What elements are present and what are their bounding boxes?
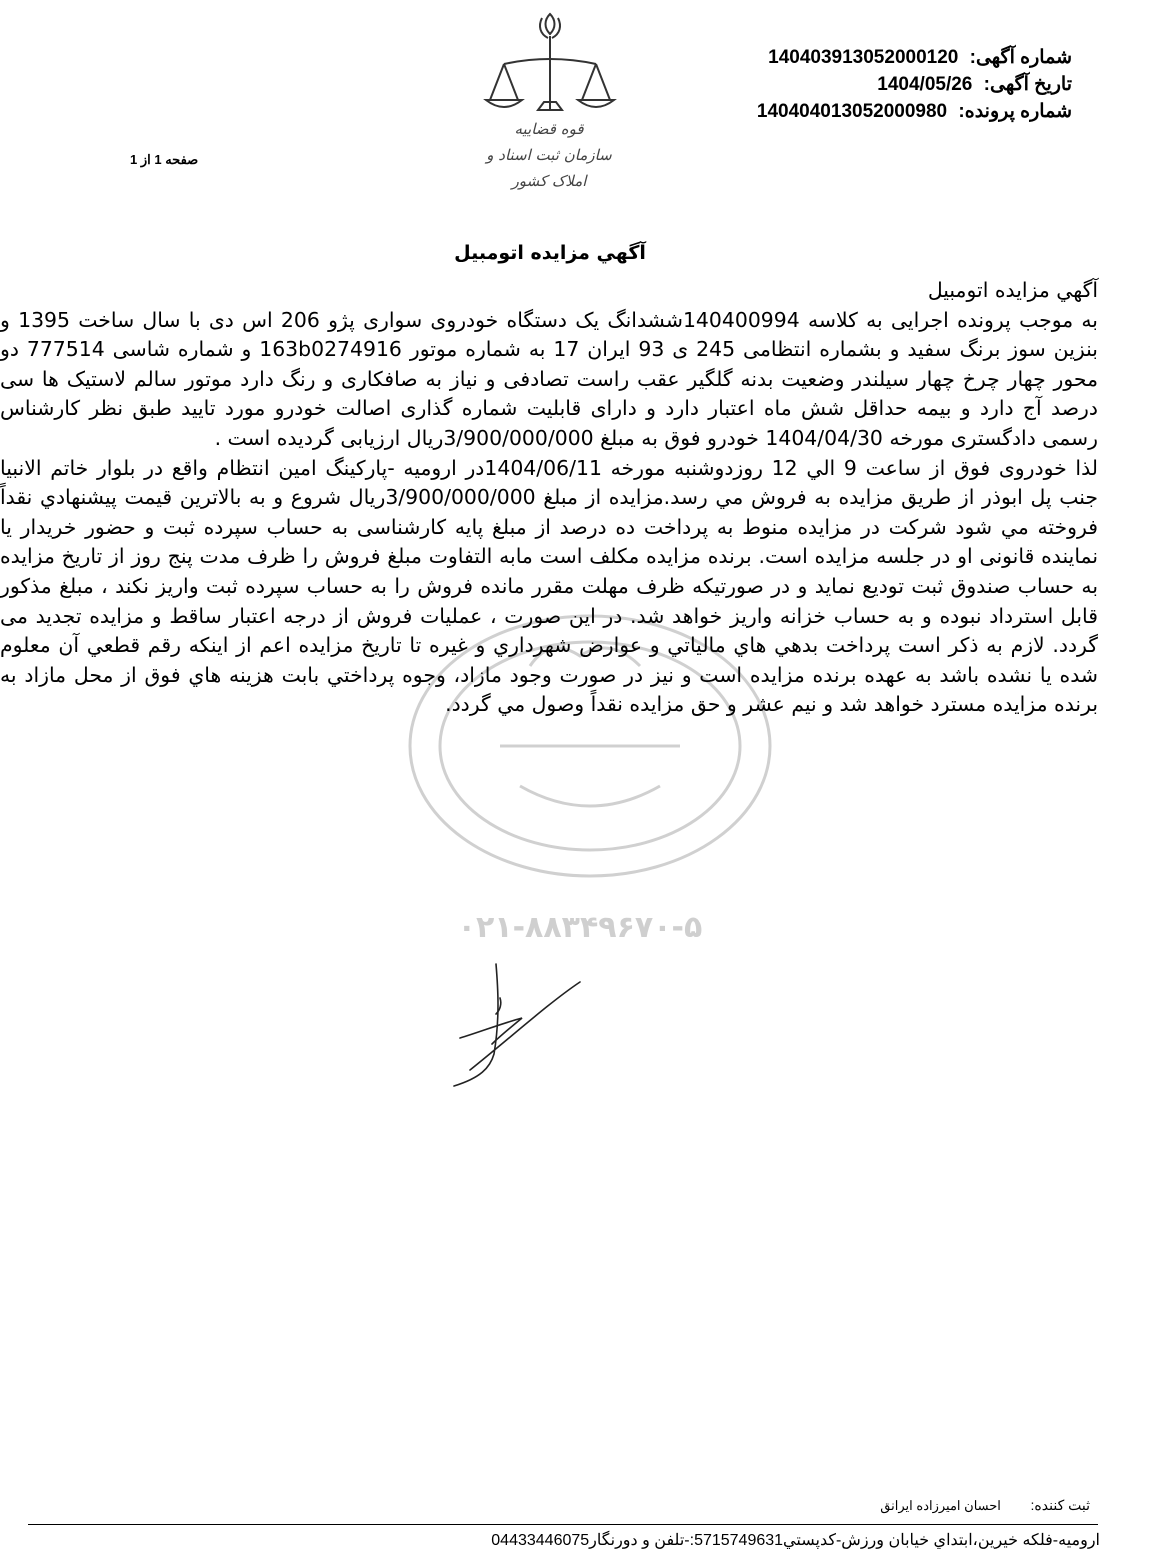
body-paragraph-vehicle: به موجب پرونده اجرايی به کلاسه 140400994ششدانگ یک دستگاه خودروی سواری پژو 206 اس دی با سال ساخت 1395 و بنزین سوز برنگ سفید و بشماره انتظامی 245 ی 93 ایران 17 به شماره موتور 163b0274916 و شماره شاسی 777514 دو محور چهار چرخ چهار سیلندر وضعیت بدنه گلگیر عقب راست تصادفی و نیاز به صافکاری و رنگ دارد موتور سالم لاستیک ها سی درصد آج دارد و بیمه حداقل شش ماه اعتبار دارد و دارای قابلیت شماره گذاری اصالت خودرو مورد تایید طبق نظر کارشناس رسمی دادگستری مورخه 1404/04/30 خودرو فوق به مبلغ 3/900/000/000ریال ارزیابی گردیده است . bbox=[0, 307, 1098, 450]
footer-address: ارومیه-فلکه خیرین،ابتداي خيابان ورزش-کدپستي5715749631:-تلفن و دورنگار04433446075 bbox=[491, 1532, 1100, 1549]
emblem-caption-line2: سازمان ثبت اسناد و املاک کشور bbox=[486, 146, 612, 190]
emblem-caption bbox=[474, 116, 624, 194]
emblem-caption-line1: قوه قضاییه bbox=[514, 120, 584, 138]
footer-divider bbox=[28, 1524, 1098, 1525]
case-number-row bbox=[757, 98, 1072, 125]
notice-body bbox=[0, 276, 1098, 720]
document-title: آگهي مزايده اتومبيل bbox=[454, 242, 646, 264]
notice-number-label: شماره آگهی: bbox=[969, 47, 1072, 68]
body-paragraph-heading: آگهي مزايده اتومبيل bbox=[927, 278, 1098, 302]
registrar-label: ثبت کننده: bbox=[1030, 1497, 1090, 1513]
notice-date-row bbox=[757, 71, 1072, 98]
notice-meta bbox=[757, 44, 1072, 125]
notice-number-row bbox=[757, 44, 1072, 71]
signature-icon bbox=[440, 958, 600, 1088]
watermark-phone: ۰۲۱-۸۸۳۴۹۶۷۰-۵ bbox=[457, 910, 703, 945]
notice-date: 1404/05/26 bbox=[877, 74, 973, 95]
case-number: 140404013052000980 bbox=[756, 101, 948, 122]
registrar bbox=[880, 1497, 1090, 1514]
page-counter: صفحه 1 از 1 bbox=[130, 152, 199, 167]
registrar-name: احسان اميرزاده ايرانق bbox=[880, 1498, 1001, 1513]
notice-number: 140403913052000120 bbox=[768, 47, 959, 68]
body-paragraph-auction: لذا خودروی فوق از ساعت 9 الي 12 روزدوشنبه مورخه 1404/06/11در ارومیه -پارکینگ امین انتظام واقع در بلوار خاتم الانبیا جنب پل ابوذر از طريق مزايده به فروش مي رسد.مزايده از مبلغ 3/900/000/000ریال شروع و به بالاترين قيمت پيشنهادي نقداً فروخته مي شود شرکت در مزایده منوط به پرداخت ده درصد از مبلغ پایه کارشناسی به حساب سپرده ثبت و حضور خریدار یا نماینده قانونی او در جلسه مزایده است. برنده مزایده مکلف است مابه التفاوت مبلغ فروش را ظرف مدت پنج روز از تاریخ مزایده به حساب صندوق ثبت تودیع نماید و در صورتیکه ظرف مهلت مقرر مانده فروش را به حساب سپرده ثبت واریز نکند ، مبلغ مذکور قابل استرداد نبوده و به حساب خزانه واریز خواهد شد. در این صورت ، عملیات فروش از درجه اعتبار ساقط و مزایده تجدید می گردد. لازم به ذکر است پرداخت بدهي هاي مالياتي و عوارض شهرداري و غيره تا تاريخ مزايده اعم از اينکه رقم قطعي آن معلوم شده يا نشده باشد به عهده برنده مزايده است و نيز در صورت وجود مازاد، وجوه پرداختي بابت هزينه هاي فوق از محل مازاد به برنده مزايده مسترد خواهد شد و نيم عشر و حق مزايده نقداً وصول مي گردد. bbox=[0, 455, 1098, 717]
notice-date-label: تاریخ آگهی: bbox=[983, 74, 1072, 95]
case-number-label: شماره پرونده: bbox=[958, 101, 1072, 122]
